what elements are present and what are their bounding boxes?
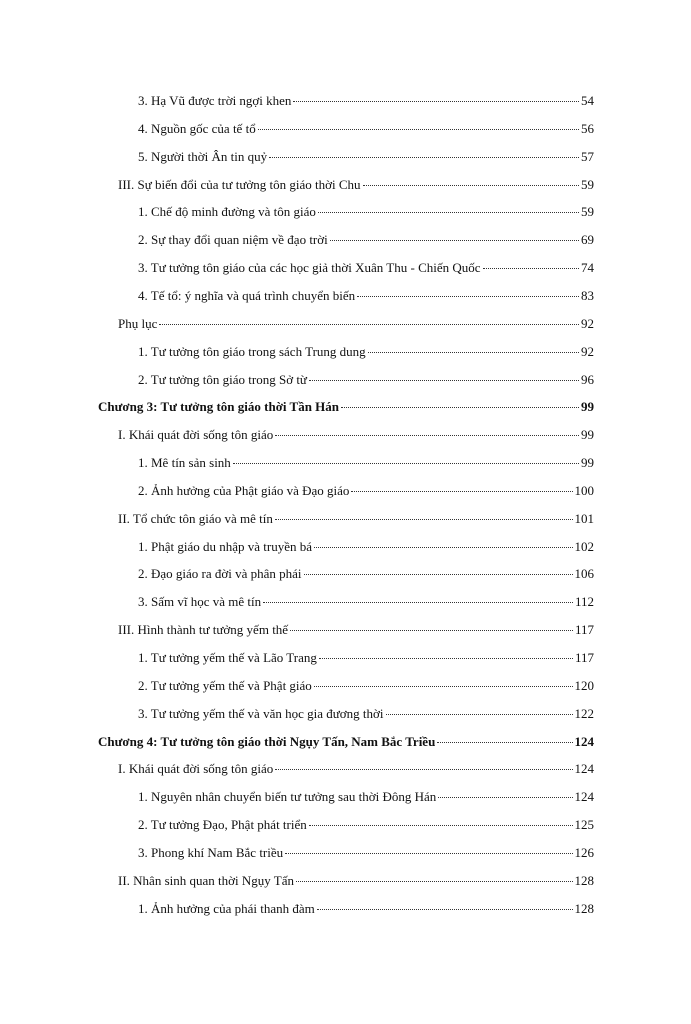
toc-entry-page-number: 106 <box>574 566 594 581</box>
dot-leader <box>314 686 573 687</box>
toc-entry-page-number: 74 <box>581 260 594 275</box>
toc-entry-title: III. Hình thành tư tưởng yếm thế <box>118 622 289 637</box>
toc-subsection-entry <box>0 370 691 390</box>
dot-leader <box>314 547 572 548</box>
dot-leader <box>293 101 579 102</box>
toc-entry-page-number: 102 <box>574 539 594 554</box>
toc-subsection-entry <box>0 91 691 111</box>
toc-entry-page-number: 99 <box>581 399 594 414</box>
toc-entry-page-number: 56 <box>581 121 594 136</box>
toc-subsection-entry <box>0 843 691 863</box>
toc-entry-page-number: 54 <box>581 93 594 108</box>
dot-leader <box>368 352 579 353</box>
toc-entry-page-number: 99 <box>581 455 594 470</box>
dot-leader <box>357 296 579 297</box>
dot-leader <box>330 240 579 241</box>
dot-leader <box>233 463 579 464</box>
dot-leader <box>269 157 579 158</box>
toc-section-entry <box>0 871 691 891</box>
toc-entry-page-number: 100 <box>574 483 594 498</box>
toc-entry-title: 2. Ảnh hưởng của Phật giáo và Đạo giáo <box>138 483 350 498</box>
dot-leader <box>341 407 579 408</box>
toc-subsection-entry <box>0 286 691 306</box>
toc-section-entry <box>0 314 691 334</box>
toc-entry-page-number: 126 <box>574 845 594 860</box>
toc-entry-title: 1. Nguyên nhân chuyển biến tư tưởng sau thời Đông Hán <box>138 789 437 804</box>
dot-leader <box>437 742 572 743</box>
toc-entry-page-number: 124 <box>574 734 594 749</box>
dot-leader <box>317 909 573 910</box>
toc-entry-page-number: 125 <box>574 817 594 832</box>
toc-subsection-entry <box>0 704 691 724</box>
dot-leader <box>351 491 572 492</box>
toc-entry-title: 4. Nguồn gốc của tế tổ <box>138 121 256 136</box>
toc-subsection-entry <box>0 537 691 557</box>
toc-subsection-entry <box>0 592 691 612</box>
toc-entry-page-number: 120 <box>574 678 594 693</box>
dot-leader <box>290 630 573 631</box>
toc-entry-title: 2. Sự thay đổi quan niệm về đạo trời <box>138 232 328 247</box>
toc-entry-page-number: 59 <box>581 177 594 192</box>
toc-entry-title: 1. Mê tín sản sinh <box>138 455 231 470</box>
toc-entry-page-number: 57 <box>581 149 594 164</box>
dot-leader <box>309 380 579 381</box>
toc-subsection-entry <box>0 676 691 696</box>
toc-entry-title: 3. Sấm vĩ học và mê tín <box>138 594 262 609</box>
toc-subsection-entry <box>0 258 691 278</box>
toc-entry-title: 1. Tư tưởng tôn giáo trong sách Trung dung <box>138 344 366 359</box>
toc-subsection-entry <box>0 119 691 139</box>
dot-leader <box>275 769 572 770</box>
toc-entry-page-number: 124 <box>574 761 594 776</box>
dot-leader <box>483 268 579 269</box>
toc-entry-title: Chương 4: Tư tưởng tôn giáo thời Ngụy Tấn, Nam Bắc Triều <box>98 734 436 749</box>
toc-entry-page-number: 96 <box>581 372 594 387</box>
dot-leader <box>258 129 579 130</box>
toc-entry-page-number: 112 <box>574 594 594 609</box>
dot-leader <box>318 212 579 213</box>
toc-entry-page-number: 128 <box>574 901 594 916</box>
toc-entry-title: 1. Ảnh hưởng của phái thanh đàm <box>138 901 315 916</box>
toc-subsection-entry <box>0 815 691 835</box>
toc-entry-page-number: 101 <box>574 511 594 526</box>
toc-section-entry <box>0 759 691 779</box>
dot-leader <box>304 574 573 575</box>
dot-leader <box>309 825 573 826</box>
toc-subsection-entry <box>0 230 691 250</box>
toc-subsection-entry <box>0 787 691 807</box>
toc-section-entry <box>0 509 691 529</box>
toc-entry-page-number: 124 <box>574 789 594 804</box>
toc-entry-title: II. Nhân sinh quan thời Ngụy Tấn <box>118 873 294 888</box>
toc-entry-title: II. Tổ chức tôn giáo và mê tín <box>118 511 273 526</box>
toc-section-entry <box>0 425 691 445</box>
dot-leader <box>285 853 572 854</box>
toc-entry-page-number: 99 <box>581 427 594 442</box>
toc-entry-title: 5. Người thời Ân tin quỷ <box>138 149 268 164</box>
toc-entry-title: 2. Tư tưởng Đạo, Phật phát triển <box>138 817 307 832</box>
toc-section-entry <box>0 175 691 195</box>
toc-entry-title: 2. Tư tưởng tôn giáo trong Sở từ <box>138 372 307 387</box>
toc-subsection-entry <box>0 453 691 473</box>
toc-entry-title: Chương 3: Tư tưởng tôn giáo thời Tần Hán <box>98 399 340 414</box>
toc-entry-title: 4. Tế tổ: ý nghĩa và quá trình chuyển biến <box>138 288 356 303</box>
toc-entry-title: 1. Tư tưởng yếm thế và Lão Trang <box>138 650 317 665</box>
dot-leader <box>319 658 573 659</box>
dot-leader <box>438 797 572 798</box>
dot-leader <box>275 435 579 436</box>
toc-entry-title: 3. Tư tưởng tôn giáo của các học giả thời Xuân Thu - Chiến Quốc <box>138 260 481 275</box>
dot-leader <box>363 185 580 186</box>
toc-entry-title: 1. Phật giáo du nhập và truyền bá <box>138 539 313 554</box>
toc-entry-title: 1. Chế độ minh đường và tôn giáo <box>138 204 316 219</box>
dot-leader <box>159 324 579 325</box>
toc-entry-title: 3. Phong khí Nam Bắc triều <box>138 845 284 860</box>
toc-subsection-entry <box>0 564 691 584</box>
toc-entry-title: 2. Tư tưởng yếm thế và Phật giáo <box>138 678 312 693</box>
dot-leader <box>263 602 573 603</box>
toc-entry-title: III. Sự biến đổi của tư tưởng tôn giáo thời Chu <box>118 177 361 192</box>
toc-entry-page-number: 83 <box>581 288 594 303</box>
toc-entry-page-number: 122 <box>574 706 594 721</box>
toc-entry-title: I. Khái quát đời sống tôn giáo <box>118 761 274 776</box>
toc-entry-page-number: 117 <box>574 622 594 637</box>
toc-section-entry <box>0 620 691 640</box>
toc-entry-page-number: 59 <box>581 204 594 219</box>
toc-subsection-entry <box>0 342 691 362</box>
toc-entry-title: Phụ lục <box>118 316 158 331</box>
toc-entry-page-number: 69 <box>581 232 594 247</box>
toc-subsection-entry <box>0 147 691 167</box>
toc-entry-title: I. Khái quát đời sống tôn giáo <box>118 427 274 442</box>
toc-entry-title: 2. Đạo giáo ra đời và phân phái <box>138 566 302 581</box>
toc-entry-title: 3. Hạ Vũ được trời ngợi khen <box>138 93 292 108</box>
toc-subsection-entry <box>0 202 691 222</box>
dot-leader <box>386 714 573 715</box>
toc-subsection-entry <box>0 899 691 919</box>
toc-chapter-entry <box>0 397 691 417</box>
dot-leader <box>296 881 573 882</box>
dot-leader <box>275 519 573 520</box>
toc-chapter-entry <box>0 732 691 752</box>
toc-subsection-entry <box>0 481 691 501</box>
toc-entry-page-number: 92 <box>581 344 594 359</box>
toc-entry-page-number: 92 <box>581 316 594 331</box>
toc-subsection-entry <box>0 648 691 668</box>
toc-entry-title: 3. Tư tưởng yếm thế và văn học gia đương thời <box>138 706 384 721</box>
toc-entry-page-number: 128 <box>574 873 594 888</box>
toc-entry-page-number: 117 <box>574 650 594 665</box>
